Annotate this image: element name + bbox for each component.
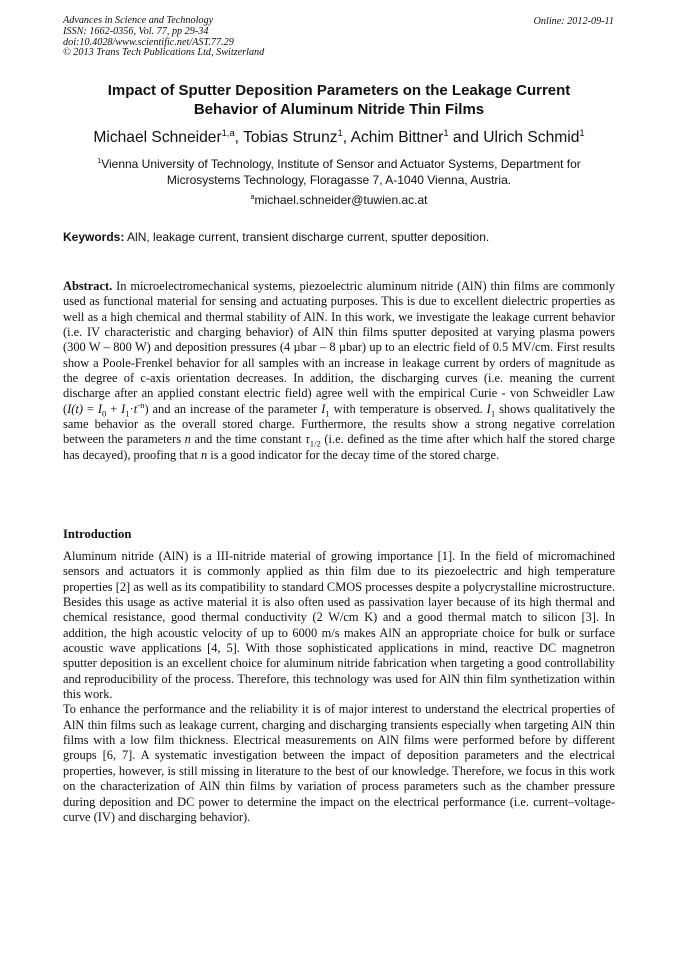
- equation-term: I: [121, 401, 126, 416]
- author-name: Michael Schneider: [93, 129, 222, 146]
- symbol-n: n: [200, 447, 208, 462]
- affiliation: [75, 156, 603, 188]
- title-line-1: Impact of Sputter Deposition Parameters on the Leakage Current: [107, 82, 571, 99]
- equation-sub: 0: [101, 408, 107, 419]
- introduction-body: [63, 549, 615, 825]
- author-separator: ,: [234, 129, 244, 146]
- equation-op: +: [106, 401, 122, 416]
- affiliation-text: Vienna University of Technology, Institute of Sensor and Actuator Systems, Department for Microsystems Technology, Floragasse 7, A-1040 Vienna, Austria.: [101, 157, 581, 187]
- contact-email: [63, 192, 615, 208]
- title-line-2: Behavior of Aluminum Nitride Thin Films: [193, 100, 485, 118]
- author-separator: and: [448, 129, 484, 146]
- copyright-line: © 2013 Trans Tech Publications Ltd, Switzerland: [63, 47, 265, 59]
- symbol-sub: 1: [325, 408, 330, 419]
- equation-op: ·: [129, 401, 134, 416]
- symbol-sub: 1: [490, 408, 496, 419]
- equation-sub: 1: [125, 408, 130, 419]
- author-list: [63, 128, 615, 147]
- issn-line: ISSN: 1662-0356, Vol. 77, pp 29-34: [63, 25, 209, 37]
- email-address[interactable]: michael.schneider@tuwien.ac.at: [254, 193, 428, 207]
- doi-line: doi:10.4028/www.scientific.net/AST.77.29: [63, 36, 234, 48]
- paragraph: To enhance the performance and the reliability it is of major interest to understand the electrical properties of AlN thin films such as leakage current, charging and discharging transients especially when targeting AlN thin films with a low film thickness. Electrical measurements on AlN films were performed before by different groups [6, 7]. A systematic investigation between the impact of deposition parameters and the electrical properties, however, is still missing in literature to the best of our knowledge. Therefore, we focus in this work on the characterization of AlN thin films by variation of process parameters such as the chamber pressure during deposition and DC power to determine the impact on the electrical performance (i.e. current–voltage-curve (IV) and discharging behavior).: [63, 702, 615, 824]
- keywords-label: Keywords:: [63, 230, 125, 244]
- online-date: Online: 2012-09-11: [533, 16, 614, 27]
- equation-term: I: [97, 401, 102, 416]
- affiliation-mark: 1: [97, 156, 102, 165]
- paragraph: Aluminum nitride (AlN) is a III-nitride material of growing importance [1]. In the field of micromachined sensors and actuators it is commonly applied as thin film due to its piezoelectric and high temperature properties [2] as well as its compatibility to standard CMOS processes despite a polycrystalline microstructure. Besides this usage as active material it is also often used as passivation layer because of its high thermal and chemical resistance, good thermal conductivity (2 W/cm K) and a good thermal match to silicon [3]. In addition, the high acoustic velocity of up to 6000 m/s makes AlN an appropriate choice for bulk or surface acoustic wave applications [4, 5]. With those sophisticated applications in mind, reactive DC magnetron sputter deposition is an excellent choice for aluminum nitride fabrication when targeting a good controllability and reproducibility of the process. Therefore, this technology was used for AlN thin film synthetization within this work.: [63, 549, 615, 702]
- author-affil-mark: 1: [337, 127, 343, 138]
- author-affil-mark: 1,a: [221, 127, 235, 138]
- email-mark: a: [250, 192, 255, 201]
- abstract-text: (i.e. defined as the time after which half the stored charge has decayed), proofing that: [63, 432, 616, 462]
- author-name: Achim Bittner: [350, 129, 444, 146]
- section-heading-introduction: Introduction: [63, 527, 132, 541]
- keywords-text: AlN, leakage current, transient discharge current, sputter deposition.: [124, 230, 490, 244]
- paper-title: [63, 82, 615, 119]
- author-affil-mark: 1: [579, 127, 585, 138]
- symbol-sub: 1/2: [309, 438, 321, 449]
- abstract-text: with temperature is observed.: [329, 401, 487, 416]
- author-name: Tobias Strunz: [243, 129, 338, 146]
- abstract: [63, 279, 615, 463]
- abstract-label: Abstract.: [63, 279, 113, 293]
- equation-term: t: [133, 401, 138, 416]
- journal-name: Advances in Science and Technology: [63, 15, 214, 26]
- abstract-text: and the time constant: [190, 432, 306, 447]
- abstract-text: ) and an increase of the parameter: [144, 401, 322, 416]
- symbol-tau: τ: [305, 432, 310, 447]
- author-separator: ,: [342, 129, 351, 146]
- abstract-text: shows qualitatively the same behavior as the overall stored charge. Furthermore, the results show a strong negative correlation between the parameters: [63, 401, 615, 447]
- equation-exponent: -n: [137, 399, 145, 410]
- author-name: Ulrich Schmid: [483, 129, 580, 146]
- abstract-text: In microelectromechanical systems, piezoelectric aluminum nitride (AlN) thin films are commonly used as functional material for sensing and actuating purposes. This is due to excellent dielectric properties as well as a high chemical and thermal stability of AlN. In this work, we investigate the leakage current behavior (i.e. IV characteristic and charging behavior) of AlN thin films sputter deposited at varying plasma powers (300 W – 800 W) and deposition pressures (4 µbar – 8 µbar) up to an electric field of 0.5 MV/cm. First results show a Poole-Frenkel behavior for all samples with an increase in leakage current by orders of magnitude as the degree of c-axis orientation decreases. In addition, the discharging curves (i.e. meaning the current discharge after an applied constant electric field) agree well with the empirical Curie - von Schweidler Law (: [63, 279, 615, 416]
- author-affil-mark: 1: [443, 127, 449, 138]
- abstract-text: is a good indicator for the decay time of the stored charge.: [207, 447, 500, 462]
- keywords: [63, 229, 615, 245]
- symbol-i1: I: [486, 401, 491, 416]
- symbol-n: n: [184, 432, 191, 447]
- symbol-i1: I: [321, 401, 326, 416]
- equation-op: =: [82, 401, 98, 416]
- equation-term: I(t): [67, 401, 83, 416]
- journal-header: [63, 16, 264, 59]
